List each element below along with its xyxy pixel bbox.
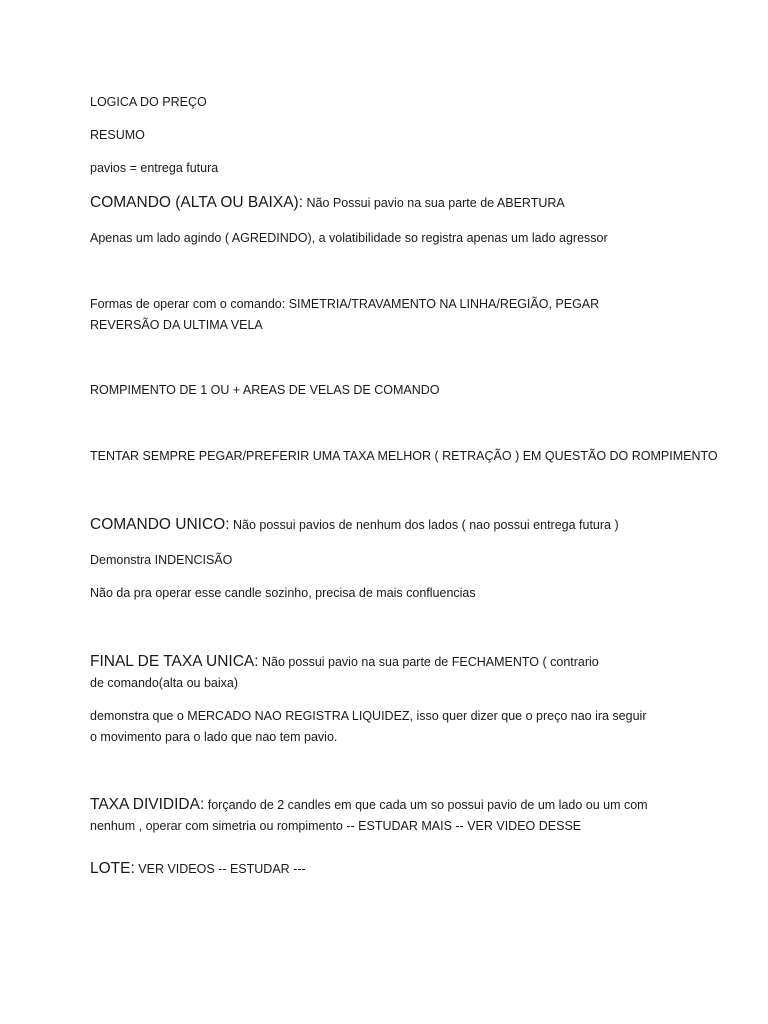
wicks-definition: pavios = entrega futura bbox=[90, 161, 219, 175]
comando-unico-note-2: Não da pra operar esse candle sozinho, precisa de mais confluencias bbox=[90, 586, 476, 600]
lote-section bbox=[90, 858, 306, 880]
comando-unico-section bbox=[90, 514, 619, 536]
taxa-dividida-section bbox=[90, 794, 655, 837]
final-taxa-unica-description: Não possui pavio na sua parte de FECHAMENTO ( contrario de comando(alta ou baixa) bbox=[90, 655, 599, 690]
taxa-dividida-heading: TAXA DIVIDIDA: bbox=[90, 796, 205, 813]
comando-note-1: Apenas um lado agindo ( AGREDINDO), a volatibilidade so registra apenas um lado agressor bbox=[90, 231, 608, 245]
taxa-dividida-description: forçando de 2 candles em que cada um so possui pavio de um lado ou um com nenhum , operar com simetria ou rompimento -- ESTUDAR MAIS -- VER VIDEO DESSE bbox=[90, 798, 648, 833]
comando-unico-description: Não possui pavios de nenhum dos lados ( nao possui entrega futura ) bbox=[229, 518, 619, 532]
comando-note-3: ROMPIMENTO DE 1 OU + AREAS DE VELAS DE COMANDO bbox=[90, 383, 440, 397]
final-taxa-unica-section bbox=[90, 651, 600, 694]
comando-unico-heading: COMANDO UNICO: bbox=[90, 516, 230, 533]
lote-heading: LOTE: bbox=[90, 860, 135, 877]
summary-label: RESUMO bbox=[90, 128, 145, 142]
comando-unico-note-1: Demonstra INDENCISÃO bbox=[90, 553, 233, 567]
comando-heading: COMANDO (ALTA OU BAIXA): bbox=[90, 194, 304, 211]
final-taxa-unica-heading: FINAL DE TAXA UNICA: bbox=[90, 653, 259, 670]
comando-section bbox=[90, 192, 565, 214]
comando-description: Não Possui pavio na sua parte de ABERTURA bbox=[303, 196, 565, 210]
final-taxa-unica-note-1: demonstra que o MERCADO NAO REGISTRA LIQUIDEZ, isso quer dizer que o preço nao ira seguir o movimento para o lado que nao tem pavio. bbox=[90, 709, 647, 744]
document-title: LOGICA DO PREÇO bbox=[90, 95, 207, 109]
lote-description: VER VIDEOS -- ESTUDAR --- bbox=[134, 862, 306, 876]
comando-note-4: TENTAR SEMPRE PEGAR/PREFERIR UMA TAXA MELHOR ( RETRAÇÃO ) EM QUESTÃO DO ROMPIMENTO bbox=[90, 449, 718, 463]
comando-note-2: Formas de operar com o comando: SIMETRIA/TRAVAMENTO NA LINHA/REGIÃO, PEGAR REVERSÃO DA ULTIMA VELA bbox=[90, 297, 600, 332]
